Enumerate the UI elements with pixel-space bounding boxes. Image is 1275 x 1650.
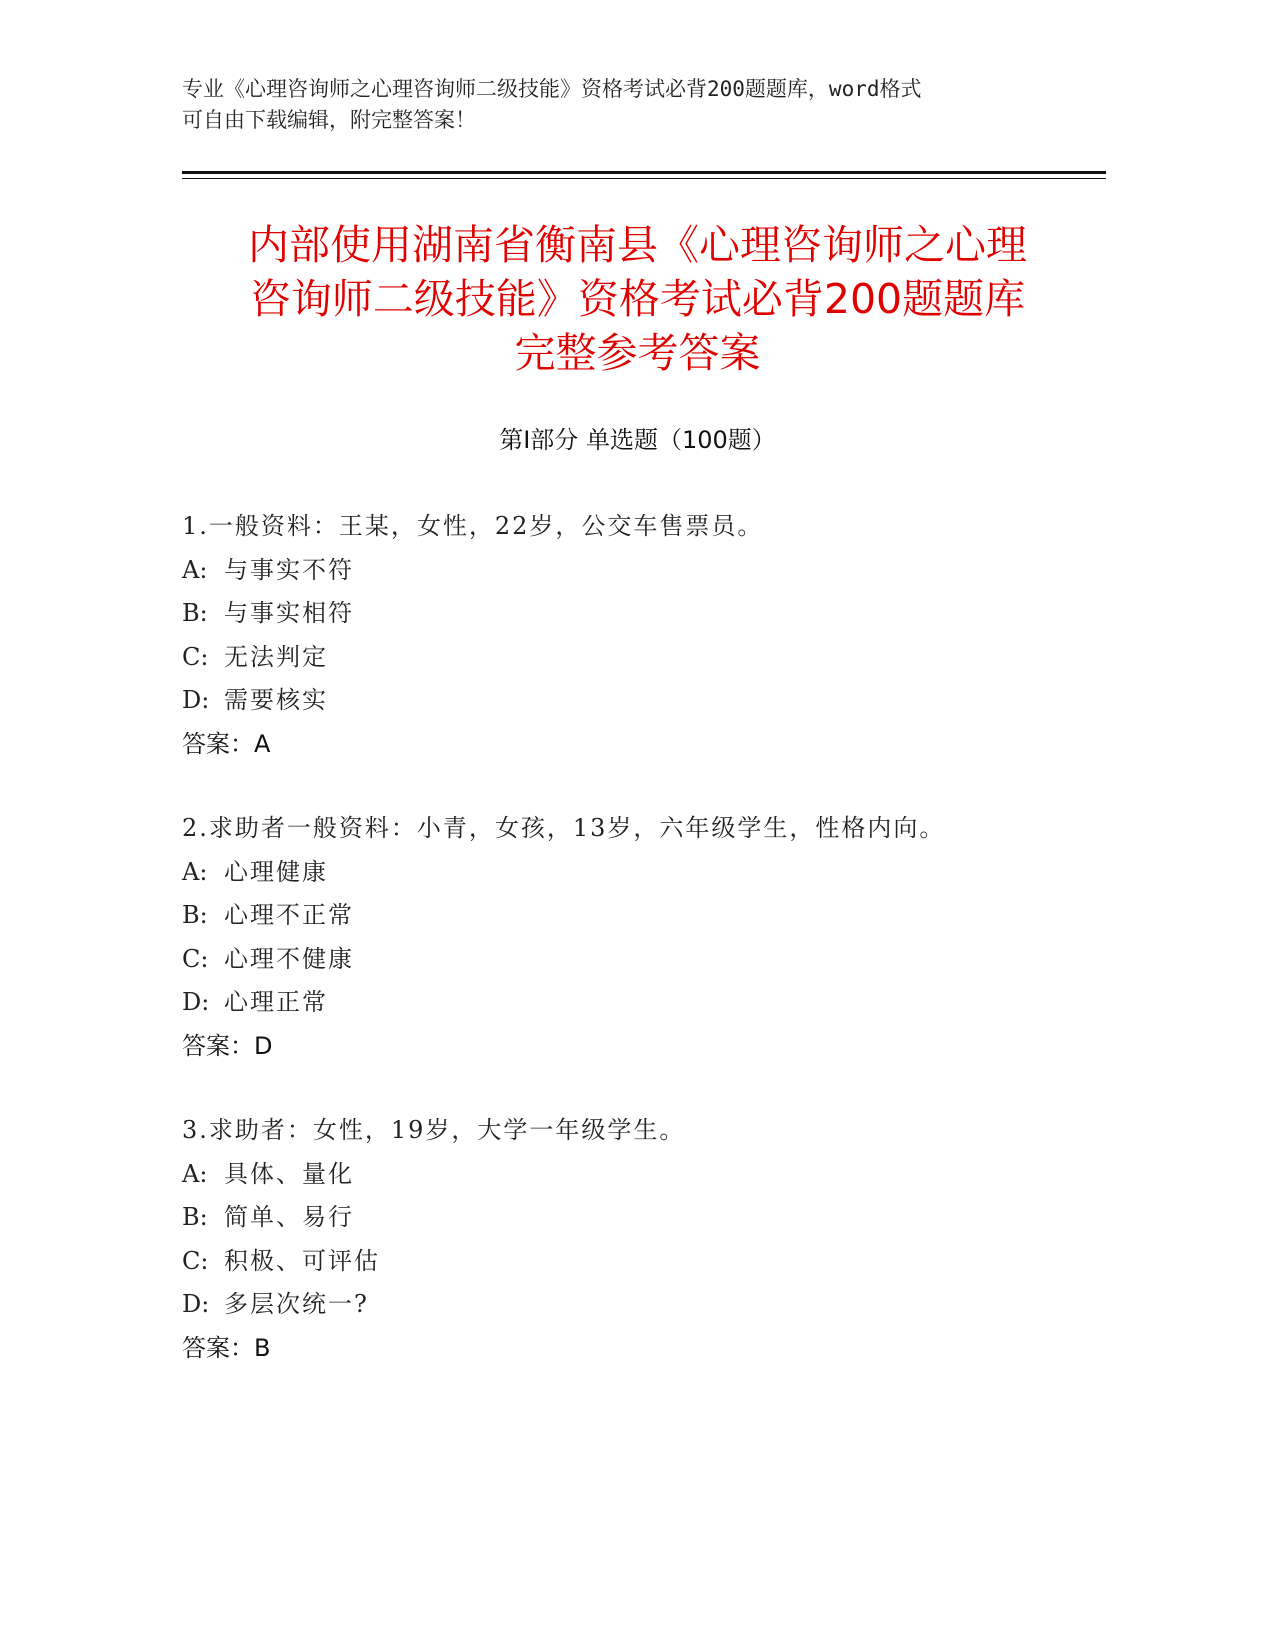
question-item (182, 1109, 1082, 1370)
option-b (182, 1196, 1082, 1240)
option-c (182, 938, 1082, 982)
option-text: 积极、可评估 (224, 1246, 380, 1275)
header-divider-thick (182, 171, 1106, 174)
question-item (182, 807, 1082, 1068)
option-letter: B: (182, 599, 208, 627)
option-text: 心理正常 (224, 988, 328, 1016)
option-letter: D: (182, 1290, 210, 1318)
section-heading: 第Ⅰ部分 单选题（100题） (499, 426, 776, 454)
header-note-line-1: 专业《心理咨询师之心理咨询师二级技能》资格考试必背200题题库，word格式 (182, 77, 922, 101)
option-letter: C: (182, 944, 209, 973)
question-list (182, 505, 1082, 1411)
question-item (182, 505, 1082, 766)
option-text: 心理健康 (224, 857, 328, 886)
option-letter: A: (182, 555, 208, 584)
option-letter: B: (182, 901, 208, 929)
option-text: 心理不健康 (224, 944, 354, 973)
question-stem: 2.求助者一般资料：小青，女孩，13岁，六年级学生，性格内向。 (182, 814, 946, 842)
option-letter: D: (182, 988, 210, 1016)
option-text: 与事实相符 (224, 599, 354, 627)
option-c (182, 1240, 1082, 1284)
option-c (182, 636, 1082, 680)
question-stem: 1.一般资料：王某，女性，22岁，公交车售票员。 (182, 512, 764, 540)
option-b (182, 894, 1082, 938)
header-note-line-2: 可自由下载编辑，附完整答案！ (182, 108, 476, 132)
option-text: 需要核实 (224, 686, 328, 714)
option-letter: A: (182, 1159, 208, 1188)
option-d (182, 679, 1082, 723)
option-b (182, 592, 1082, 636)
option-d (182, 981, 1082, 1025)
option-a (182, 549, 1082, 593)
document-title-line-2: 咨询师二级技能》资格考试必背200题题库 (249, 275, 1026, 323)
answer-line: 答案：B (182, 1333, 271, 1362)
option-letter: B: (182, 1203, 208, 1231)
document-title-line-3: 完整参考答案 (514, 329, 761, 377)
option-text: 具体、量化 (224, 1159, 354, 1188)
question-stem: 3.求助者：女性，19岁，大学一年级学生。 (182, 1116, 686, 1144)
option-letter: A: (182, 857, 208, 886)
option-letter: C: (182, 1246, 209, 1275)
option-letter: D: (182, 686, 210, 714)
header-note (182, 74, 1042, 136)
option-d (182, 1283, 1082, 1327)
option-text: 多层次统一? (224, 1290, 369, 1318)
document-title-line-1: 内部使用湖南省衡南县《心理咨询师之心理 (248, 221, 1027, 269)
option-letter: C: (182, 642, 209, 671)
option-a (182, 851, 1082, 895)
option-text: 心理不正常 (224, 901, 354, 929)
option-a (182, 1153, 1082, 1197)
answer-line: 答案：D (182, 1031, 273, 1060)
header-divider-thin (182, 178, 1106, 179)
option-text: 简单、易行 (224, 1203, 354, 1231)
document-title (120, 218, 1155, 380)
option-text: 无法判定 (224, 642, 328, 671)
answer-line: 答案：A (182, 729, 271, 758)
option-text: 与事实不符 (224, 555, 354, 584)
